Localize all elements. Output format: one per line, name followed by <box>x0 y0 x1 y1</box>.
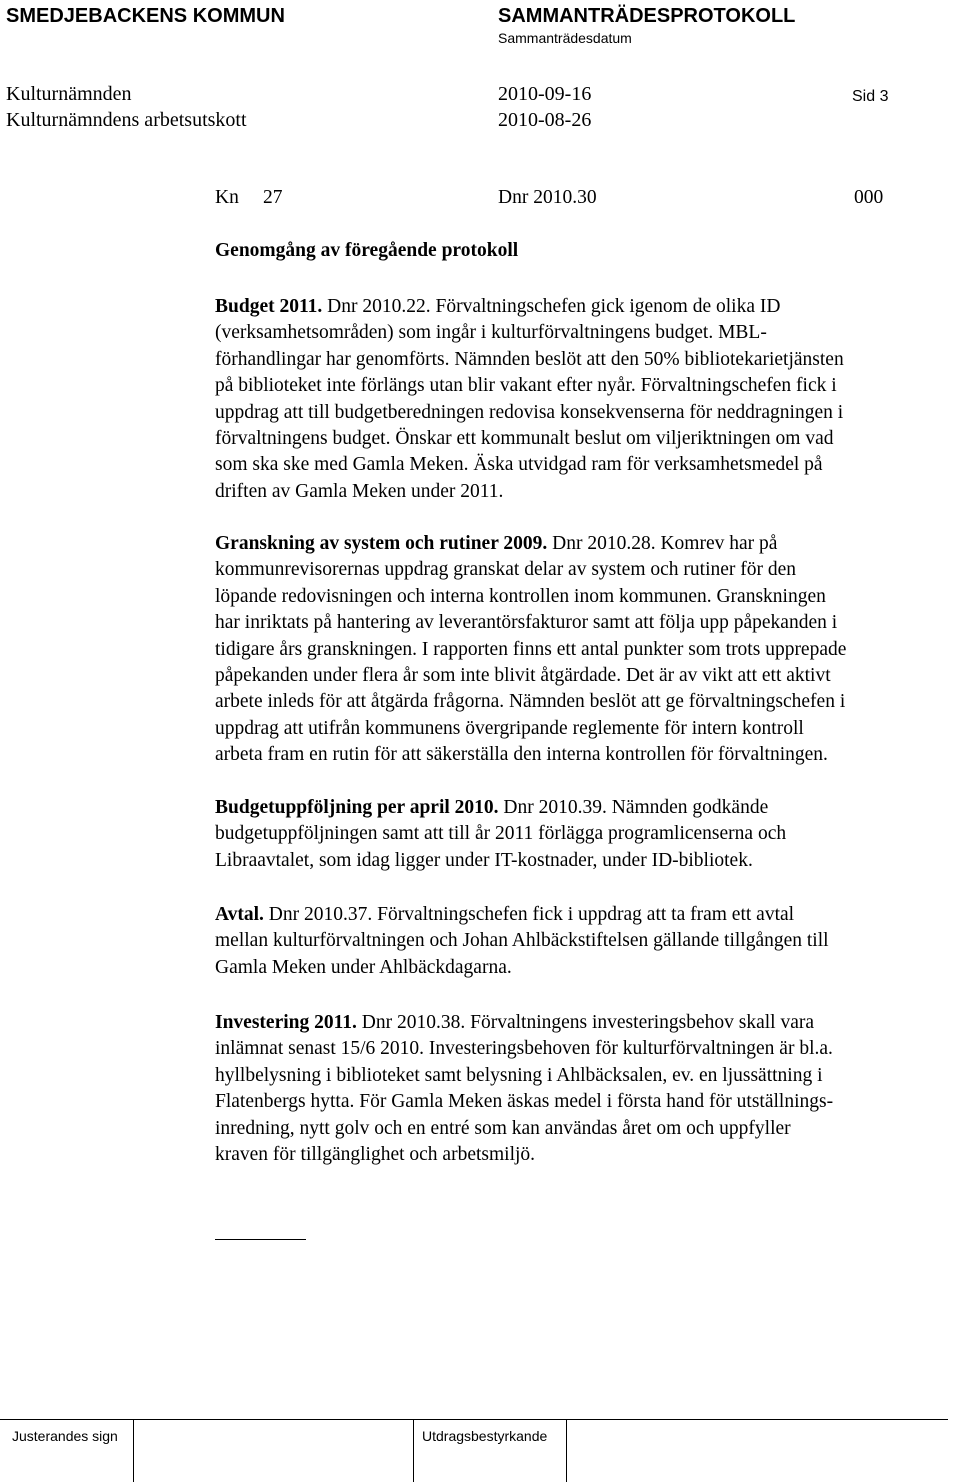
meeting-date-committee: 2010-09-16 <box>498 83 592 105</box>
paragraph-line: förvaltningens budget. Önskar ett kommunalt beslut om viljeriktningen om vad <box>215 428 834 450</box>
case-kn-number: 27 <box>263 187 283 208</box>
page-number: Sid 3 <box>852 88 889 105</box>
paragraph-heading: Granskning av system och rutiner 2009. <box>215 533 548 554</box>
paragraph-line: Avtal. Dnr 2010.37. Förvaltningschefen fick i uppdrag att ta fram ett avtal <box>215 904 795 925</box>
case-code: 000 <box>854 187 884 208</box>
paragraph-line: Budget 2011. Dnr 2010.22. Förvaltningschefen gick igenom de olika ID <box>215 296 781 317</box>
paragraph-line: har inriktats på hantering av leverantörsfakturor samt att följa upp påpekanden i <box>215 612 838 634</box>
meeting-date-label: Sammanträdesdatum <box>498 30 632 46</box>
paragraph-line: som ska ske med Gamla Meken. Äska utvidgad ram för verksamhetsmedel på <box>215 454 823 476</box>
paragraph-line: Gamla Meken under Ahlbäckdagarna. <box>215 956 512 978</box>
paragraph-line: driften av Gamla Meken under 2011. <box>215 480 504 502</box>
paragraph-investering <box>215 1010 945 1168</box>
paragraph-line: Granskning av system och rutiner 2009. Dnr 2010.28. Komrev har på <box>215 533 778 554</box>
paragraph-granskning <box>215 531 945 769</box>
paragraph-heading: Budgetuppföljning per april 2010. <box>215 797 499 818</box>
paragraph-heading: Investering 2011. <box>215 1012 357 1033</box>
signature-line <box>215 1239 306 1240</box>
paragraph-line: tidigare års granskningen. I rapporten finns ett antal punkter som trots upprepade <box>215 638 847 660</box>
document-type: SAMMANTRÄDESPROTOKOLL <box>498 5 796 27</box>
paragraph-line: arbete inleds för att åtgärda frågorna. Nämnden beslöt att ge förvaltningschefen i <box>215 691 846 713</box>
paragraph-budget-2011 <box>215 294 945 505</box>
footer-rule <box>0 1419 948 1420</box>
paragraph-line: mellan kulturförvaltningen och Johan Ahlbäckstiftelsen gällande tillgången till <box>215 930 829 952</box>
paragraph-line: kommunrevisorernas uppdrag granskat delar av system och rutiner för den <box>215 559 797 581</box>
case-kn-label: Kn <box>215 187 239 208</box>
section-title: Genomgång av föregående protokoll <box>215 240 519 261</box>
paragraph-line: på biblioteket inte förlängs utan blir vakant efter nyår. Förvaltningschefen fick i <box>215 375 837 397</box>
paragraph-budgetuppfoljning <box>215 795 945 874</box>
paragraph-line: förhandlingar har genomförts. Nämnden beslöt att den 50% bibliotekarietjänsten <box>215 348 844 370</box>
paragraph-avtal <box>215 902 945 981</box>
paragraph-heading: Budget 2011. <box>215 296 323 317</box>
paragraph-line: Libraavtalet, som idag ligger under IT-kostnader, under ID-bibliotek. <box>215 849 753 871</box>
body-name-committee: Kulturnämnden <box>6 83 132 105</box>
case-dnr: Dnr 2010.30 <box>498 187 597 208</box>
paragraph-line: inlämnat senast 15/6 2010. Investeringsbehoven för kulturförvaltningen är bl.a. <box>215 1038 833 1060</box>
footer-divider <box>566 1419 567 1482</box>
footer-divider <box>413 1419 414 1482</box>
paragraph-line: Investering 2011. Dnr 2010.38. Förvaltningens investeringsbehov skall vara <box>215 1012 815 1033</box>
paragraph-line: uppdrag att utifrån kommunens övergripande reglemente för intern kontroll <box>215 717 804 739</box>
paragraph-line: hyllbelysning i biblioteket samt belysning i Ahlbäcksalen, ev. en ljussättning i <box>215 1064 823 1086</box>
paragraph-line: löpande redovisningen och interna kontrollen inom kommunen. Granskningen <box>215 585 826 607</box>
paragraph-line: uppdrag att till budgetberedningen redovisa konsekvenserna för neddragningen i <box>215 401 844 423</box>
paragraph-line: Budgetuppföljning per april 2010. Dnr 2010.39. Nämnden godkände <box>215 797 769 818</box>
extract-label: Utdragsbestyrkande <box>422 1428 548 1444</box>
municipality-name: SMEDJEBACKENS KOMMUN <box>6 5 285 27</box>
sign-label: Justerandes sign <box>12 1428 118 1444</box>
paragraph-line: arbeta fram en rutin för att säkerställa den interna kontrollen för förvaltningen. <box>215 744 828 766</box>
paragraph-line: inredning, nytt golv och en entré som kan användas året om och uppfyller <box>215 1117 791 1139</box>
body-name-working-committee: Kulturnämndens arbetsutskott <box>6 109 247 131</box>
meeting-date-working-committee: 2010-08-26 <box>498 109 592 131</box>
paragraph-line: Flatenbergs hytta. För Gamla Meken äskas medel i första hand för utställnings- <box>215 1091 834 1113</box>
paragraph-line: kraven för tillgänglighet och arbetsmiljö. <box>215 1144 536 1166</box>
paragraph-line: (verksamhetsområden) som ingår i kulturförvaltningens budget. MBL- <box>215 322 767 344</box>
paragraph-line: budgetuppföljningen samt att till år 2011 förlägga programlicenserna och <box>215 823 787 845</box>
footer-divider <box>133 1419 134 1482</box>
paragraph-line: påpekanden under flera år som inte blivit åtgärdade. Det är av vikt att ett aktivt <box>215 665 831 687</box>
paragraph-heading: Avtal. <box>215 904 264 925</box>
